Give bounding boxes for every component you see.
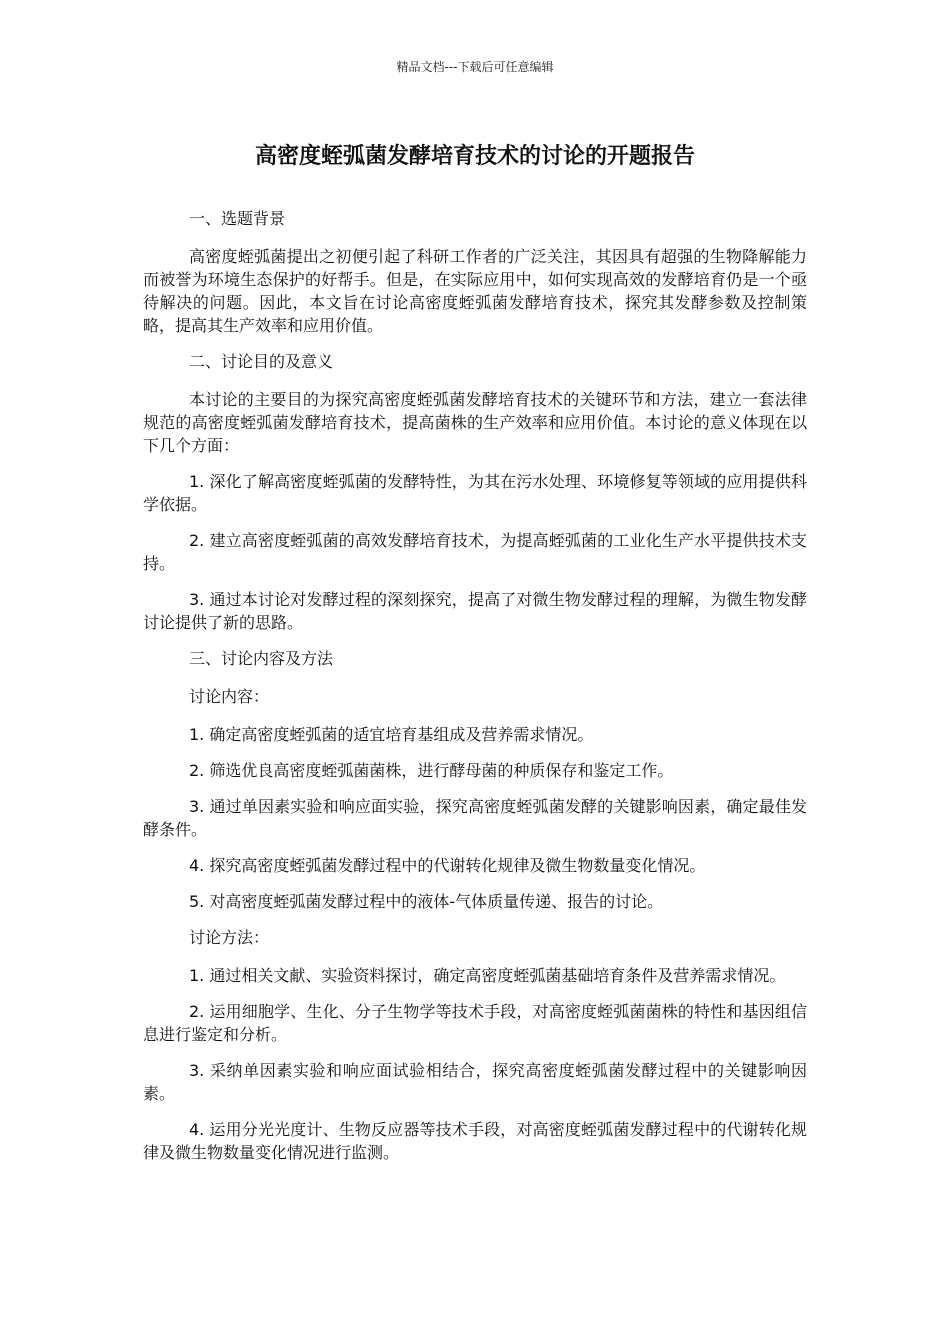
list-item-content-4: 4. 探究高密度蛭弧菌发酵过程中的代谢转化规律及微生物数量变化情况。 xyxy=(189,856,706,875)
list-item-content-2: 2. 筛选优良高密度蛭弧菌菌株，进行酵母菌的种质保存和鉴定工作。 xyxy=(189,761,674,780)
paragraph-purpose: 本讨论的主要目的为探究高密度蛭弧菌发酵培育技术的关键环节和方法，建立一套法律规范的高密度蛭弧菌发酵培育技术，提高菌株的生产效率和应用价值。本讨论的意义体现在以下几个方面： xyxy=(143,390,807,455)
list-item-method-3: 3. 采纳单因素实验和响应面试验相结合，探究高密度蛭弧菌发酵过程中的关键影响因素。 xyxy=(143,1061,807,1103)
list-item-method-2: 2. 运用细胞学、生化、分子生物学等技术手段，对高密度蛭弧菌菌株的特性和基因组信息进行鉴定和分析。 xyxy=(143,1002,807,1044)
list-item-method-1: 1. 通过相关文献、实验资料探讨，确定高密度蛭弧菌基础培育条件及营养需求情况。 xyxy=(189,966,786,985)
subheading-methods: 讨论方法： xyxy=(189,928,270,947)
subheading-content: 讨论内容： xyxy=(189,687,270,706)
list-item-content-3: 3. 通过单因素实验和响应面实验，探究高密度蛭弧菌发酵的关键影响因素，确定最佳发酵条件。 xyxy=(143,797,807,839)
paragraph-background: 高密度蛭弧菌提出之初便引起了科研工作者的广泛关注，其因具有超强的生物降解能力而被誉为环境生态保护的好帮手。但是，在实际应用中，如何实现高效的发酵培育仍是一个亟待解决的问题。因此，本文旨在讨论高密度蛭弧菌发酵培育技术，探究其发酵参数及控制策略，提高其生产效率和应用价值。 xyxy=(143,247,807,335)
document-title: 高密度蛭弧菌发酵培育技术的讨论的开题报告 xyxy=(254,144,695,169)
section-heading-background: 一、选题背景 xyxy=(189,209,286,228)
section-heading-purpose: 二、讨论目的及意义 xyxy=(189,352,334,371)
list-item-method-4: 4. 运用分光光度计、生物反应器等技术手段，对高密度蛭弧菌发酵过程中的代谢转化规律及微生物数量变化情况进行监测。 xyxy=(143,1120,807,1162)
section-heading-content-methods: 三、讨论内容及方法 xyxy=(189,649,334,668)
header-note: 精品文档---下载后可任意编辑 xyxy=(396,60,554,74)
list-item-purpose-1: 1. 深化了解高密度蛭弧菌的发酵特性，为其在污水处理、环境修复等领域的应用提供科学依据。 xyxy=(143,472,807,514)
list-item-content-5: 5. 对高密度蛭弧菌发酵过程中的液体-气体质量传递、报告的讨论。 xyxy=(189,892,664,911)
list-item-content-1: 1. 确定高密度蛭弧菌的适宜培育基组成及营养需求情况。 xyxy=(189,725,594,744)
document-body xyxy=(143,207,807,1177)
list-item-purpose-3: 3. 通过本讨论对发酵过程的深刻探究，提高了对微生物发酵过程的理解，为微生物发酵讨论提供了新的思路。 xyxy=(143,590,807,632)
list-item-purpose-2: 2. 建立高密度蛭弧菌的高效发酵培育技术，为提高蛭弧菌的工业化生产水平提供技术支持。 xyxy=(143,531,807,573)
